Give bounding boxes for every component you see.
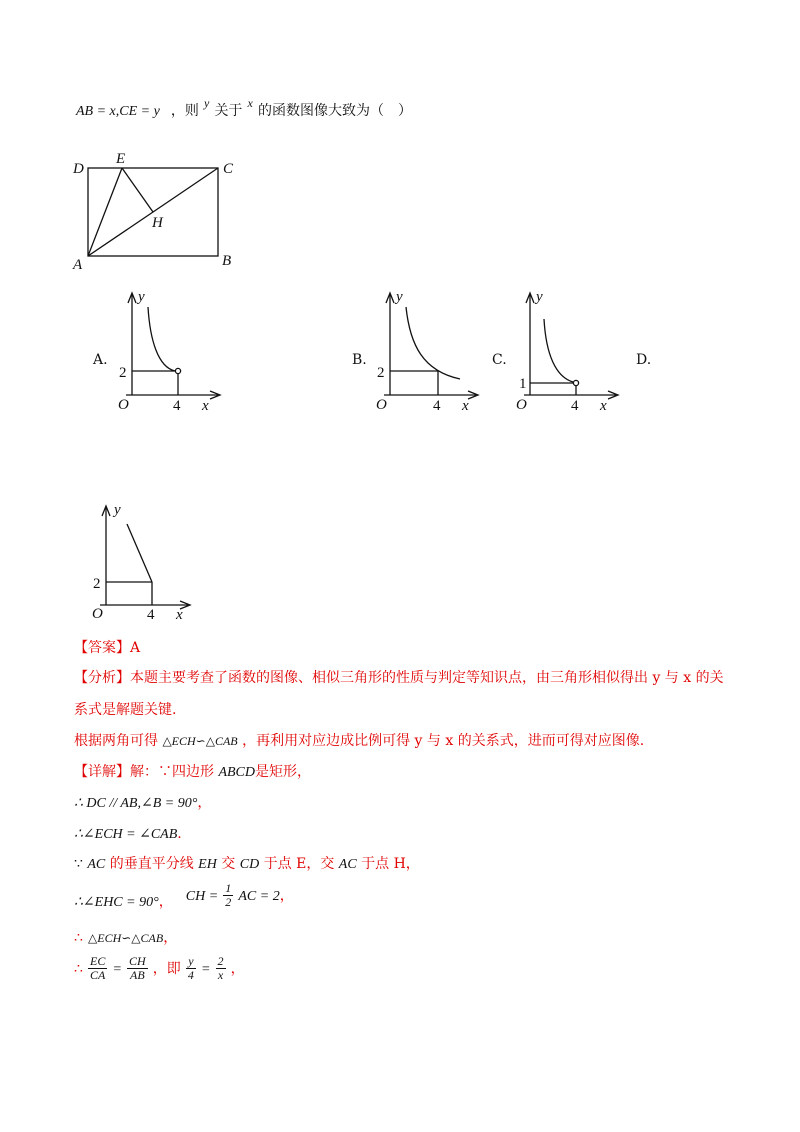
detail-intro-end: 是矩形， xyxy=(255,764,312,780)
detail-step3-e: 于点 H， xyxy=(361,856,420,872)
analysis-line-2: 系式是解题关键. xyxy=(74,702,177,718)
detail-step1: ∴ DC // AB,∠B = 90° xyxy=(74,796,198,811)
detail-step4-a: ∴∠EHC = 90° xyxy=(74,895,159,910)
hyperbola-curve xyxy=(544,319,573,382)
detail-step4-b: ， xyxy=(158,894,173,910)
detail-step4-end: ， xyxy=(279,888,294,904)
detail-step2: ∴∠ECH = ∠CAB xyxy=(74,827,178,842)
answer-value: A xyxy=(130,640,141,656)
answer-tag: 【答案】 xyxy=(74,640,130,656)
origin-label: O xyxy=(376,397,387,413)
equals-sign-2: = xyxy=(200,962,211,977)
y-tick: 2 xyxy=(377,365,385,381)
option-a-label[interactable]: A. xyxy=(93,352,108,368)
detail-line-2 xyxy=(74,792,211,812)
detail-line-3 xyxy=(74,823,182,843)
origin-label: O xyxy=(516,397,527,413)
axis-label-y: y xyxy=(396,289,403,305)
label-d: D xyxy=(73,161,84,177)
graph-a xyxy=(110,285,220,415)
axis-label-x: x xyxy=(176,607,183,623)
detail-step3-b: 的垂直平分线 xyxy=(109,856,194,872)
straight-segment xyxy=(127,524,152,582)
condition-math: AB = x,CE = y xyxy=(76,104,160,119)
analysis-line-1 xyxy=(74,667,724,687)
fraction-numerator: 1 xyxy=(225,881,232,895)
x-tick: 4 xyxy=(147,607,155,623)
detail-step3-c: 交 xyxy=(221,856,236,872)
detail-intro-math: ABCD xyxy=(218,765,256,780)
detail-step3-ac2: AC xyxy=(338,857,357,872)
axis-label-x: x xyxy=(202,398,209,414)
detail-step3-cd: CD xyxy=(239,857,260,872)
label-b: B xyxy=(222,253,232,269)
var-y: y xyxy=(204,96,210,110)
fraction-denominator: AB xyxy=(130,968,145,982)
fraction-2-x xyxy=(216,955,226,982)
axis-label-x: x xyxy=(462,398,469,414)
detail-tag: 【详解】 xyxy=(74,764,130,780)
detail-step4-ch: CH = xyxy=(185,889,219,904)
detail-line-5 xyxy=(74,882,294,909)
detail-step1-end: ， xyxy=(197,795,212,811)
hyperbola-curve xyxy=(148,307,175,371)
fraction-y-4 xyxy=(186,955,196,982)
fraction-numerator: 2 xyxy=(217,954,224,968)
analysis-similar-math: △ECH∽△CAB xyxy=(162,734,238,748)
fraction-denominator: 2 xyxy=(225,895,232,909)
open-endpoint xyxy=(175,368,180,373)
question-tail: 的函数图像大致为（ ） xyxy=(257,103,412,119)
axis-label-y: y xyxy=(138,289,145,305)
option-c-label[interactable]: C. xyxy=(492,352,507,368)
x-tick: 4 xyxy=(571,398,579,414)
axis-label-y: y xyxy=(114,502,121,518)
fraction-ec-ca xyxy=(88,955,107,982)
y-tick: 1 xyxy=(519,376,527,392)
answer-line xyxy=(74,637,140,657)
fraction-denominator: CA xyxy=(90,968,106,982)
detail-line-7 xyxy=(74,955,245,982)
detail-step6-end: ， xyxy=(230,961,245,977)
detail-line-1 xyxy=(74,761,311,781)
rectangle-figure xyxy=(70,150,250,275)
axis-label-y: y xyxy=(536,289,543,305)
fraction-numerator: y xyxy=(186,955,196,969)
question-line xyxy=(76,96,412,120)
var-x: x xyxy=(247,96,253,110)
fraction-denominator: 4 xyxy=(187,968,194,982)
x-tick: 4 xyxy=(173,398,181,414)
detail-step5-math: △ECH∽△CAB xyxy=(88,931,164,945)
graph-c xyxy=(508,285,618,415)
detail-step3-d: 于点 E，交 xyxy=(263,856,335,872)
question-about: 关于 xyxy=(214,103,243,119)
analysis-line-3 xyxy=(74,730,644,750)
label-h: H xyxy=(152,215,163,231)
question-then: ，则 xyxy=(170,103,199,119)
detail-line-4 xyxy=(74,853,420,873)
axis-label-x: x xyxy=(600,398,607,414)
analysis-text-1: 本题主要考查了函数的图像、相似三角形的性质与判定等知识点，由三角形相似得出 y 与 x 的关 xyxy=(130,670,724,686)
detail-step3-eh: EH xyxy=(198,857,217,872)
origin-label: O xyxy=(92,606,103,622)
x-tick: 4 xyxy=(433,398,441,414)
graph-d xyxy=(84,500,194,630)
option-b-label[interactable]: B. xyxy=(352,352,367,368)
detail-step3-ac: AC xyxy=(87,857,106,872)
label-a: A xyxy=(73,257,83,273)
detail-step6-mid: ，即 xyxy=(152,961,181,977)
detail-step2-end: . xyxy=(177,826,182,842)
detail-step4-fraction xyxy=(223,882,233,909)
fraction-ch-ab xyxy=(127,955,148,982)
analysis-tag: 【分析】 xyxy=(74,670,130,686)
detail-step6-therefore: ∴ xyxy=(74,961,83,977)
label-c: C xyxy=(223,161,234,177)
detail-step5-therefore: ∴ xyxy=(74,930,83,946)
fraction-numerator: EC xyxy=(90,954,106,968)
fraction-numerator: CH xyxy=(129,954,146,968)
label-e: E xyxy=(116,151,126,167)
analysis-text-3b: ，再利用对应边成比例可得 y 与 x 的关系式，进而可得对应图像. xyxy=(242,733,645,749)
segment-eh xyxy=(122,168,153,212)
segment-ae xyxy=(88,168,122,256)
detail-intro: 解：∵四边形 xyxy=(130,764,214,780)
option-d-label[interactable]: D. xyxy=(636,352,652,368)
origin-label: O xyxy=(118,397,129,413)
y-tick: 2 xyxy=(119,365,127,381)
detail-step4-tail: AC = 2 xyxy=(238,889,280,904)
detail-step3-because: ∵ xyxy=(74,856,83,872)
analysis-text-3a: 根据两角可得 xyxy=(74,733,158,749)
graph-b xyxy=(368,285,478,415)
open-endpoint xyxy=(573,380,578,385)
detail-line-6 xyxy=(74,927,177,947)
hyperbola-curve xyxy=(406,307,460,379)
equals-sign: = xyxy=(112,962,122,977)
detail-step5-end: ， xyxy=(163,930,178,946)
fraction-denominator: x xyxy=(217,968,224,982)
y-tick: 2 xyxy=(93,576,101,592)
